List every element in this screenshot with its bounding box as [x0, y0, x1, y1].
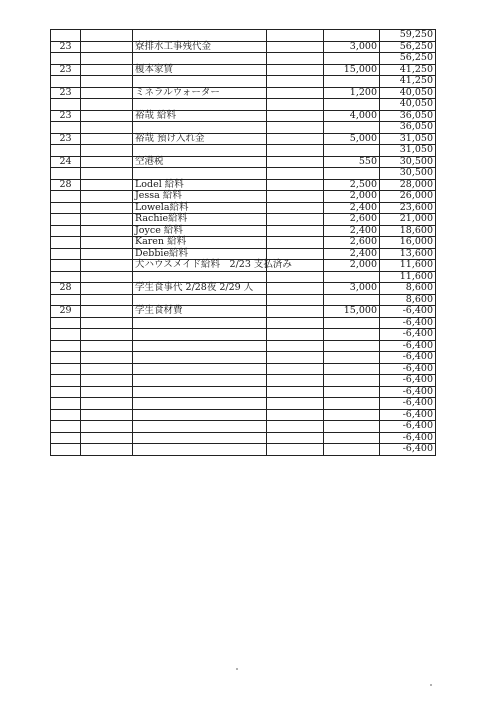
- ref-cell: [81, 248, 133, 260]
- balance-cell: -6,400: [380, 444, 436, 456]
- description-cell: [133, 30, 267, 42]
- balance-cell: -6,400: [380, 317, 436, 329]
- balance-cell: 26,000: [380, 191, 436, 203]
- note-cell: [267, 225, 324, 237]
- table-row: [51, 99, 436, 111]
- day-cell: [51, 248, 81, 260]
- note-cell: [267, 76, 324, 88]
- day-cell: [51, 409, 81, 421]
- note-cell: [267, 421, 324, 433]
- amount-cell: [324, 363, 380, 375]
- description-cell: 裕哉 給料: [133, 110, 267, 122]
- balance-cell: -6,400: [380, 398, 436, 410]
- note-cell: [267, 214, 324, 226]
- ref-cell: [81, 283, 133, 295]
- balance-cell: 8,600: [380, 294, 436, 306]
- day-cell: 28: [51, 283, 81, 295]
- table-row: [51, 444, 436, 456]
- note-cell: [267, 283, 324, 295]
- note-cell: [267, 202, 324, 214]
- table-row: [51, 225, 436, 237]
- description-cell: Jessa 給料: [133, 191, 267, 203]
- description-cell: 寮排水工事残代金: [133, 41, 267, 53]
- note-cell: [267, 30, 324, 42]
- description-cell: Karen 給料: [133, 237, 267, 249]
- note-cell: [267, 375, 324, 387]
- table-row: [51, 283, 436, 295]
- ref-cell: [81, 398, 133, 410]
- amount-cell: 550: [324, 156, 380, 168]
- day-cell: 28: [51, 179, 81, 191]
- description-cell: 学生食材費: [133, 306, 267, 318]
- day-cell: [51, 340, 81, 352]
- table-row: [51, 248, 436, 260]
- ref-cell: [81, 179, 133, 191]
- day-cell: [51, 237, 81, 249]
- description-cell: [133, 398, 267, 410]
- table-row: [51, 41, 436, 53]
- table-row: [51, 398, 436, 410]
- table-row: [51, 340, 436, 352]
- amount-cell: [324, 432, 380, 444]
- table-row: [51, 237, 436, 249]
- amount-cell: 15,000: [324, 306, 380, 318]
- balance-cell: -6,400: [380, 363, 436, 375]
- day-cell: [51, 122, 81, 134]
- day-cell: [51, 398, 81, 410]
- note-cell: [267, 386, 324, 398]
- amount-cell: [324, 168, 380, 180]
- ref-cell: [81, 329, 133, 341]
- ref-cell: [81, 122, 133, 134]
- day-cell: [51, 225, 81, 237]
- day-cell: [51, 271, 81, 283]
- description-cell: [133, 363, 267, 375]
- note-cell: [267, 145, 324, 157]
- ref-cell: [81, 225, 133, 237]
- amount-cell: [324, 122, 380, 134]
- day-cell: 24: [51, 156, 81, 168]
- day-cell: 23: [51, 87, 81, 99]
- amount-cell: 3,000: [324, 41, 380, 53]
- amount-cell: [324, 329, 380, 341]
- day-cell: 23: [51, 133, 81, 145]
- day-cell: [51, 375, 81, 387]
- balance-cell: -6,400: [380, 306, 436, 318]
- balance-cell: 13,600: [380, 248, 436, 260]
- table-row: [51, 214, 436, 226]
- description-cell: [133, 352, 267, 364]
- description-cell: [133, 432, 267, 444]
- day-cell: 23: [51, 110, 81, 122]
- amount-cell: 5,000: [324, 133, 380, 145]
- note-cell: [267, 110, 324, 122]
- ref-cell: [81, 64, 133, 76]
- balance-cell: 56,250: [380, 53, 436, 65]
- ref-cell: [81, 317, 133, 329]
- note-cell: [267, 398, 324, 410]
- ref-cell: [81, 214, 133, 226]
- note-cell: [267, 352, 324, 364]
- amount-cell: 15,000: [324, 64, 380, 76]
- table-row: [51, 53, 436, 65]
- day-cell: [51, 53, 81, 65]
- day-cell: [51, 421, 81, 433]
- ref-cell: [81, 260, 133, 272]
- balance-cell: 16,000: [380, 237, 436, 249]
- table-row: [51, 375, 436, 387]
- note-cell: [267, 87, 324, 99]
- day-cell: [51, 329, 81, 341]
- balance-cell: -6,400: [380, 329, 436, 341]
- amount-cell: [324, 421, 380, 433]
- ref-cell: [81, 237, 133, 249]
- table-row: [51, 110, 436, 122]
- amount-cell: [324, 30, 380, 42]
- note-cell: [267, 294, 324, 306]
- description-cell: [133, 340, 267, 352]
- ref-cell: [81, 133, 133, 145]
- table-row: [51, 363, 436, 375]
- description-cell: 空港税: [133, 156, 267, 168]
- day-cell: [51, 260, 81, 272]
- ref-cell: [81, 294, 133, 306]
- ref-cell: [81, 421, 133, 433]
- amount-cell: 2,000: [324, 191, 380, 203]
- table-row: [51, 30, 436, 42]
- table-row: [51, 191, 436, 203]
- table-row: [51, 386, 436, 398]
- ref-cell: [81, 271, 133, 283]
- ledger-body: [51, 30, 436, 456]
- balance-cell: 40,050: [380, 99, 436, 111]
- description-cell: Lodel 給料: [133, 179, 267, 191]
- balance-cell: 30,500: [380, 156, 436, 168]
- note-cell: [267, 64, 324, 76]
- description-cell: [133, 294, 267, 306]
- description-cell: [133, 145, 267, 157]
- ref-cell: [81, 156, 133, 168]
- description-cell: [133, 317, 267, 329]
- ref-cell: [81, 444, 133, 456]
- description-cell: [133, 409, 267, 421]
- amount-cell: 2,400: [324, 202, 380, 214]
- day-cell: [51, 363, 81, 375]
- description-cell: [133, 444, 267, 456]
- amount-cell: [324, 317, 380, 329]
- balance-cell: 41,250: [380, 76, 436, 88]
- table-row: [51, 409, 436, 421]
- table-row: [51, 317, 436, 329]
- day-cell: [51, 145, 81, 157]
- description-cell: [133, 122, 267, 134]
- ref-cell: [81, 99, 133, 111]
- balance-cell: -6,400: [380, 340, 436, 352]
- ref-cell: [81, 306, 133, 318]
- description-cell: [133, 99, 267, 111]
- note-cell: [267, 329, 324, 341]
- table-row: [51, 421, 436, 433]
- day-cell: [51, 444, 81, 456]
- description-cell: [133, 421, 267, 433]
- ref-cell: [81, 168, 133, 180]
- note-cell: [267, 53, 324, 65]
- note-cell: [267, 191, 324, 203]
- ref-cell: [81, 41, 133, 53]
- day-cell: [51, 386, 81, 398]
- balance-cell: 18,600: [380, 225, 436, 237]
- table-row: [51, 352, 436, 364]
- day-cell: [51, 317, 81, 329]
- description-cell: [133, 76, 267, 88]
- balance-cell: 56,250: [380, 41, 436, 53]
- table-row: [51, 156, 436, 168]
- note-cell: [267, 306, 324, 318]
- amount-cell: 4,000: [324, 110, 380, 122]
- day-cell: 23: [51, 64, 81, 76]
- table-row: [51, 122, 436, 134]
- table-row: [51, 329, 436, 341]
- balance-cell: -6,400: [380, 409, 436, 421]
- balance-cell: 36,050: [380, 110, 436, 122]
- amount-cell: [324, 271, 380, 283]
- note-cell: [267, 409, 324, 421]
- amount-cell: 2,000: [324, 260, 380, 272]
- amount-cell: [324, 444, 380, 456]
- description-cell: [133, 375, 267, 387]
- description-cell: [133, 168, 267, 180]
- balance-cell: 36,050: [380, 122, 436, 134]
- balance-cell: 41,250: [380, 64, 436, 76]
- day-cell: [51, 202, 81, 214]
- amount-cell: [324, 294, 380, 306]
- ledger-table: [50, 29, 436, 456]
- ref-cell: [81, 110, 133, 122]
- amount-cell: [324, 375, 380, 387]
- table-row: [51, 64, 436, 76]
- table-row: [51, 202, 436, 214]
- description-cell: [133, 271, 267, 283]
- note-cell: [267, 179, 324, 191]
- note-cell: [267, 99, 324, 111]
- amount-cell: 2,500: [324, 179, 380, 191]
- description-cell: [133, 53, 267, 65]
- ref-cell: [81, 30, 133, 42]
- description-cell: 裕哉 預け入れ金: [133, 133, 267, 145]
- table-row: [51, 168, 436, 180]
- ref-cell: [81, 191, 133, 203]
- ref-cell: [81, 352, 133, 364]
- ref-cell: [81, 340, 133, 352]
- ref-cell: [81, 202, 133, 214]
- table-row: [51, 87, 436, 99]
- balance-cell: 59,250: [380, 30, 436, 42]
- balance-cell: 11,600: [380, 260, 436, 272]
- ref-cell: [81, 76, 133, 88]
- day-cell: [51, 99, 81, 111]
- table-row: [51, 271, 436, 283]
- ref-cell: [81, 145, 133, 157]
- balance-cell: -6,400: [380, 375, 436, 387]
- balance-cell: 31,050: [380, 145, 436, 157]
- balance-cell: 21,000: [380, 214, 436, 226]
- note-cell: [267, 248, 324, 260]
- table-row: [51, 179, 436, 191]
- day-cell: [51, 352, 81, 364]
- note-cell: [267, 340, 324, 352]
- ref-cell: [81, 409, 133, 421]
- ref-cell: [81, 87, 133, 99]
- table-row: [51, 432, 436, 444]
- ref-cell: [81, 432, 133, 444]
- note-cell: [267, 133, 324, 145]
- ref-cell: [81, 375, 133, 387]
- day-cell: [51, 432, 81, 444]
- description-cell: Rachie給料: [133, 214, 267, 226]
- balance-cell: 30,500: [380, 168, 436, 180]
- balance-cell: -6,400: [380, 432, 436, 444]
- amount-cell: 2,400: [324, 248, 380, 260]
- note-cell: [267, 444, 324, 456]
- balance-cell: 11,600: [380, 271, 436, 283]
- balance-cell: -6,400: [380, 352, 436, 364]
- day-cell: [51, 76, 81, 88]
- balance-cell: 28,000: [380, 179, 436, 191]
- table-row: [51, 76, 436, 88]
- amount-cell: [324, 145, 380, 157]
- day-cell: [51, 214, 81, 226]
- description-cell: ミネラルウォーター: [133, 87, 267, 99]
- description-cell: 学生食事代 2/28夜 2/29 人: [133, 283, 267, 295]
- amount-cell: [324, 398, 380, 410]
- amount-cell: [324, 386, 380, 398]
- amount-cell: [324, 53, 380, 65]
- table-row: [51, 133, 436, 145]
- amount-cell: 3,000: [324, 283, 380, 295]
- amount-cell: [324, 409, 380, 421]
- note-cell: [267, 122, 324, 134]
- note-cell: [267, 156, 324, 168]
- scan-speck: [430, 684, 432, 686]
- description-cell: Lowela給料: [133, 202, 267, 214]
- note-cell: [267, 168, 324, 180]
- note-cell: [267, 432, 324, 444]
- day-cell: 29: [51, 306, 81, 318]
- amount-cell: 2,600: [324, 214, 380, 226]
- balance-cell: 40,050: [380, 87, 436, 99]
- note-cell: [267, 237, 324, 249]
- balance-cell: 23,600: [380, 202, 436, 214]
- amount-cell: 2,600: [324, 237, 380, 249]
- day-cell: [51, 168, 81, 180]
- amount-cell: 2,400: [324, 225, 380, 237]
- amount-cell: [324, 76, 380, 88]
- description-cell: 犬ハウスメイド給料 2/23 支払済み: [133, 260, 267, 272]
- day-cell: [51, 30, 81, 42]
- balance-cell: -6,400: [380, 421, 436, 433]
- scan-speck: [236, 668, 238, 670]
- ref-cell: [81, 386, 133, 398]
- amount-cell: [324, 340, 380, 352]
- amount-cell: [324, 352, 380, 364]
- balance-cell: 8,600: [380, 283, 436, 295]
- balance-cell: 31,050: [380, 133, 436, 145]
- description-cell: Debbie給料: [133, 248, 267, 260]
- ref-cell: [81, 363, 133, 375]
- note-cell: [267, 271, 324, 283]
- table-row: [51, 294, 436, 306]
- description-cell: Joyce 給料: [133, 225, 267, 237]
- balance-cell: -6,400: [380, 386, 436, 398]
- table-row: [51, 260, 436, 272]
- description-cell: 榎本家賃: [133, 64, 267, 76]
- table-row: [51, 145, 436, 157]
- description-cell: [133, 329, 267, 341]
- amount-cell: [324, 99, 380, 111]
- note-cell: [267, 41, 324, 53]
- table-row: [51, 306, 436, 318]
- day-cell: [51, 191, 81, 203]
- note-cell: [267, 317, 324, 329]
- ref-cell: [81, 53, 133, 65]
- amount-cell: 1,200: [324, 87, 380, 99]
- day-cell: [51, 294, 81, 306]
- note-cell: [267, 363, 324, 375]
- day-cell: 23: [51, 41, 81, 53]
- description-cell: [133, 386, 267, 398]
